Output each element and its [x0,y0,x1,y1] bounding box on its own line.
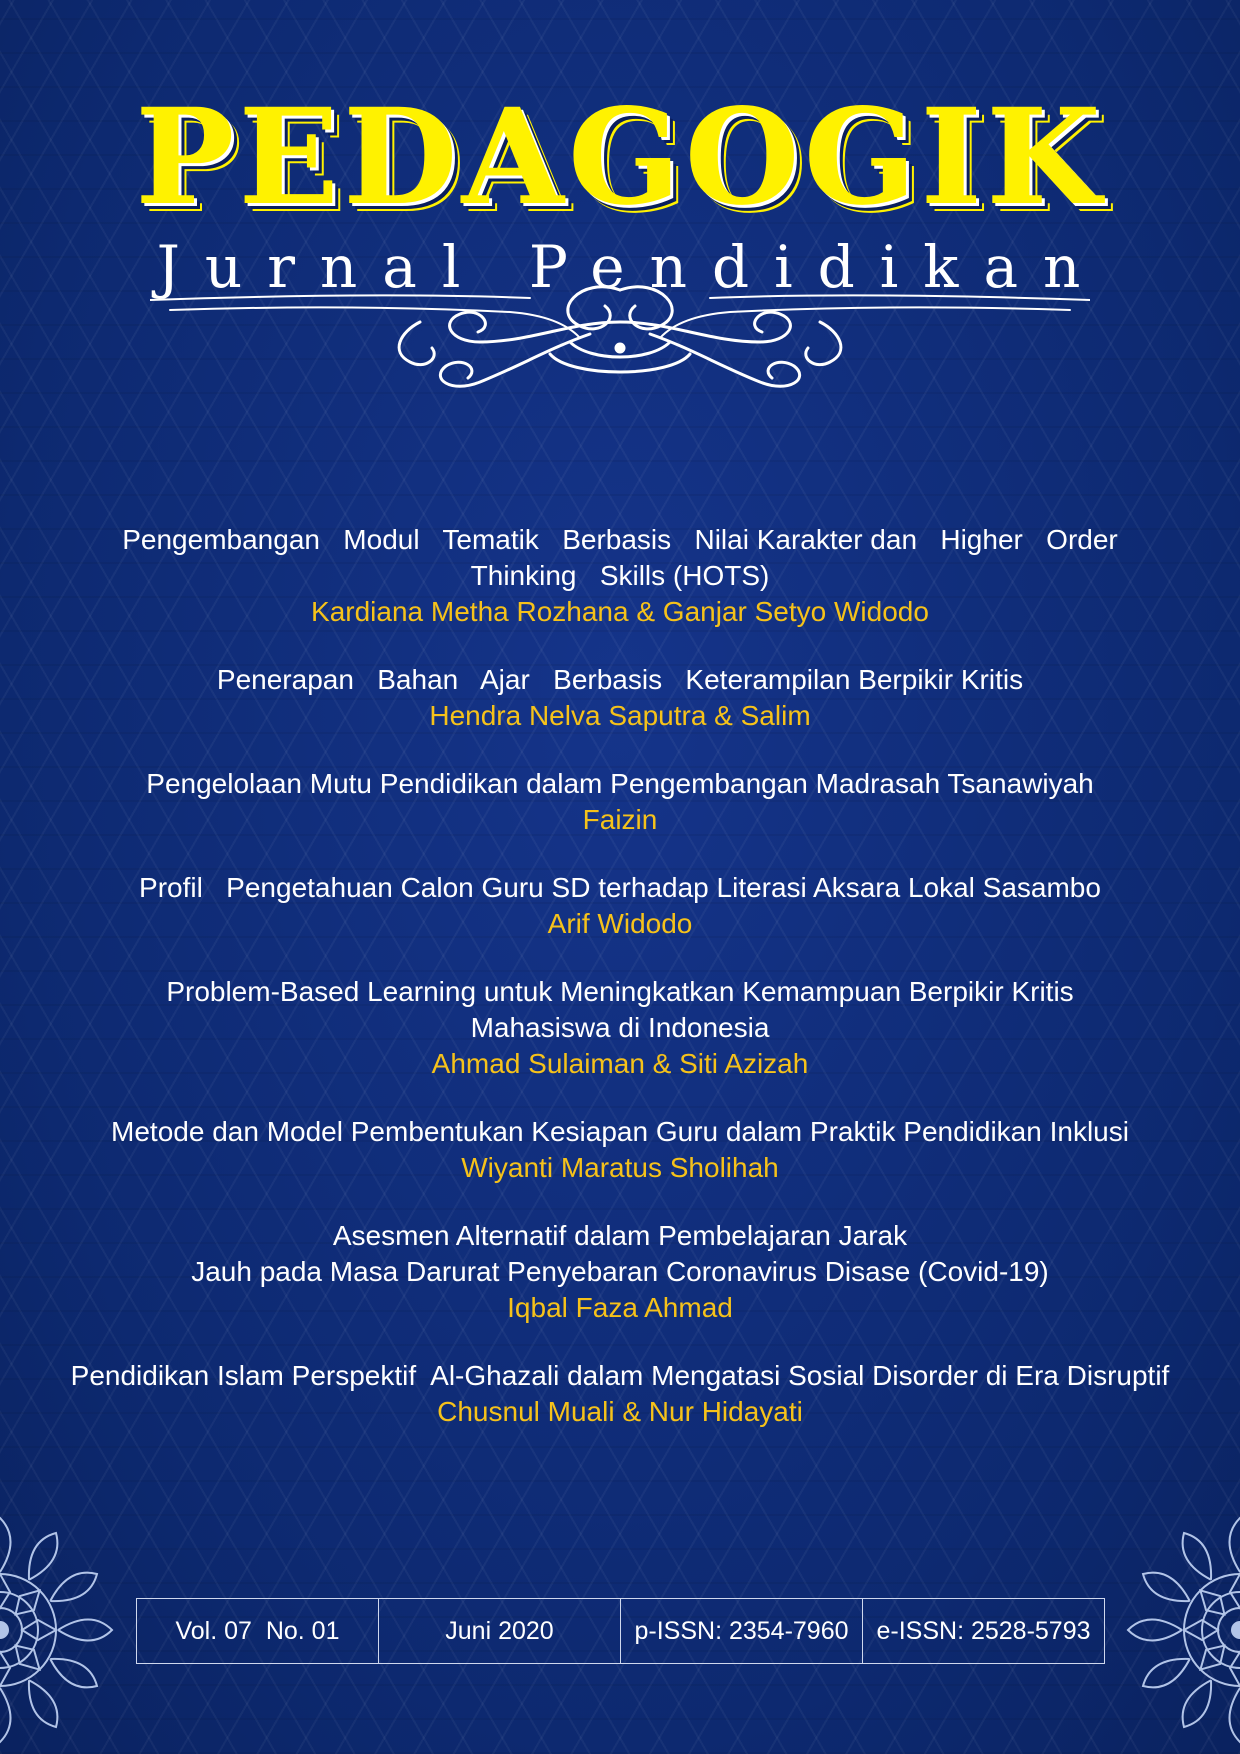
article-authors: Chusnul Muali & Nur Hidayati [437,1396,803,1427]
article-title: Metode dan Model Pembentukan Kesiapan Guru dalam Praktik Pendidikan Inklusi [111,1116,1129,1147]
article-title: Pendidikan Islam Perspektif Al-Ghazali dalam Mengatasi Sosial Disorder di Era Disruptif [70,1360,1170,1391]
article-title: Pengembangan Modul Tematik Berbasis Nilai Karakter dan Higher Order Thinking Skills (HOTS) [122,524,1118,591]
article-item [30,1358,1210,1430]
article-authors: Hendra Nelva Saputra & Salim [429,700,811,731]
article-authors: Wiyanti Maratus Sholihah [461,1152,779,1183]
article-item [30,522,1210,630]
article-title: Pengelolaan Mutu Pendidikan dalam Pengembangan Madrasah Tsanawiyah [146,768,1094,799]
electronic-issn: e-ISSN: 2528-5793 [876,1616,1091,1645]
mandala-icon [0,1510,120,1750]
volume-number: Vol. 07 No. 01 [137,1599,379,1663]
article-title: Problem-Based Learning untuk Meningkatkan Kemampuan Berpikir Kritis Mahasiswa di Indonesia [166,976,1074,1043]
article-item [30,1114,1210,1186]
article-item [30,974,1210,1082]
article-authors: Arif Widodo [547,908,693,939]
issue-date: Juni 2020 [379,1599,621,1663]
article-title: Penerapan Bahan Ajar Berbasis Keterampilan Berpikir Kritis [216,664,1024,695]
issue-info-bar [136,1598,1105,1664]
journal-title: PEDAGOGIK [135,80,1105,235]
article-item [30,766,1210,838]
article-item [30,1218,1210,1326]
flourish-ornament-icon [150,282,1090,402]
article-authors: Ahmad Sulaiman & Siti Azizah [431,1048,809,1079]
article-authors: Faizin [582,804,658,835]
mandala-icon [1120,1510,1240,1750]
article-list [30,522,1210,1462]
masthead [0,80,1240,301]
article-authors: Iqbal Faza Ahmad [507,1292,733,1323]
article-title: Profil Pengetahuan Calon Guru SD terhadap Literasi Aksara Lokal Sasambo [139,872,1101,903]
article-item [30,662,1210,734]
print-issn: p-ISSN: 2354-7960 [621,1599,863,1663]
article-title: Asesmen Alternatif dalam Pembelajaran Jarak Jauh pada Masa Darurat Penyebaran Coronavirus Disase (Covid-19) [191,1220,1049,1287]
article-authors: Kardiana Metha Rozhana & Ganjar Setyo Widodo [311,596,929,627]
journal-subtitle: Jurnal Pendidikan [156,233,1106,301]
article-item [30,870,1210,942]
